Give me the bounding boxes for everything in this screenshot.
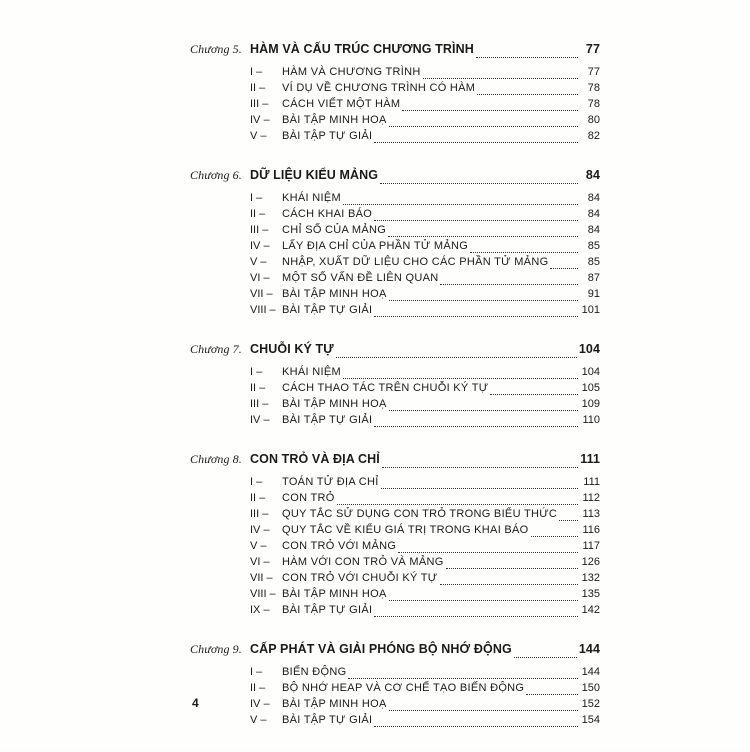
section-entry <box>250 698 600 714</box>
dot-leader <box>440 576 578 585</box>
section-number: III – <box>250 224 269 236</box>
section-page-number: 78 <box>587 82 600 94</box>
section-number: I – <box>250 66 263 78</box>
section-list <box>250 66 600 146</box>
dot-leader <box>514 647 577 658</box>
dot-leader <box>374 134 578 143</box>
chapter-label: Chương 9. <box>190 642 242 656</box>
section-page-number: 101 <box>581 304 600 316</box>
chapter-heading <box>190 342 600 362</box>
chapter-entry <box>190 452 600 620</box>
dot-leader <box>476 47 578 58</box>
section-entry <box>250 272 600 288</box>
section-title: MỘT SỐ VẤN ĐỀ LIÊN QUAN <box>282 272 439 284</box>
dot-leader <box>337 496 578 505</box>
section-page-number: 91 <box>587 288 600 300</box>
section-page-number: 150 <box>581 682 600 694</box>
section-title: BÀI TẬP TỰ GIẢI <box>282 604 373 616</box>
section-number: III – <box>250 98 269 110</box>
section-number: II – <box>250 492 266 504</box>
chapter-title: CHUỖI KÝ TỰ <box>250 342 334 356</box>
chapter-entry <box>190 168 600 320</box>
section-page-number: 77 <box>587 66 600 78</box>
section-entry <box>250 666 600 682</box>
dot-leader <box>531 528 578 537</box>
section-title: BÀI TẬP TỰ GIẢI <box>282 130 373 142</box>
section-entry <box>250 114 600 130</box>
dot-leader <box>374 718 578 727</box>
section-page-number: 109 <box>581 398 600 410</box>
section-number: V – <box>250 130 267 142</box>
dot-leader <box>398 544 578 553</box>
section-page-number: 135 <box>581 588 600 600</box>
section-page-number: 132 <box>581 572 600 584</box>
section-page-number: 84 <box>587 192 600 204</box>
dot-leader <box>374 212 578 221</box>
section-entry <box>250 208 600 224</box>
dot-leader <box>440 276 578 285</box>
section-list <box>250 366 600 430</box>
section-title: BIẾN ĐỘNG <box>282 666 347 678</box>
dot-leader <box>336 347 577 358</box>
section-number: I – <box>250 476 263 488</box>
section-entry <box>250 540 600 556</box>
section-title: BÀI TẬP MINH HOẠ <box>282 114 387 126</box>
section-title: KHÁI NIỆM <box>282 192 341 204</box>
section-page-number: 154 <box>581 714 600 726</box>
dot-leader <box>380 173 578 184</box>
section-entry <box>250 524 600 540</box>
chapter-page-number: 84 <box>585 168 600 182</box>
section-title: BỘ NHỚ HEAP VÀ CƠ CHẾ TẠO BIẾN ĐỘNG <box>282 682 525 694</box>
section-entry <box>250 98 600 114</box>
section-title: BÀI TẬP TỰ GIẢI <box>282 714 373 726</box>
dot-leader <box>477 86 578 95</box>
chapter-entry <box>190 342 600 430</box>
section-entry <box>250 256 600 272</box>
chapter-title: CON TRỎ VÀ ĐỊA CHỈ <box>250 452 380 466</box>
chapter-heading <box>190 642 600 662</box>
section-entry <box>250 476 600 492</box>
section-number: I – <box>250 366 263 378</box>
section-number: II – <box>250 82 266 94</box>
dot-leader <box>374 308 578 317</box>
section-title: BÀI TẬP MINH HOẠ <box>282 288 387 300</box>
section-title: HÀM VỚI CON TRỎ VÀ MẢNG <box>282 556 444 568</box>
table-of-contents <box>190 42 600 752</box>
section-title: BÀI TẬP MINH HOẠ <box>282 698 387 710</box>
section-page-number: 84 <box>587 208 600 220</box>
chapter-label: Chương 8. <box>190 452 242 466</box>
section-entry <box>250 224 600 240</box>
section-title: VÍ DỤ VỀ CHƯƠNG TRÌNH CÓ HÀM <box>282 82 476 94</box>
dot-leader <box>374 418 578 427</box>
section-entry <box>250 304 600 320</box>
dot-leader <box>446 560 578 569</box>
section-entry <box>250 240 600 256</box>
section-number: II – <box>250 382 266 394</box>
section-page-number: 110 <box>582 414 600 426</box>
section-entry <box>250 572 600 588</box>
dot-leader <box>389 702 578 711</box>
section-page-number: 87 <box>587 272 600 284</box>
section-number: VIII – <box>250 304 276 316</box>
section-title: BÀI TẬP MINH HOẠ <box>282 398 387 410</box>
section-page-number: 142 <box>581 604 600 616</box>
section-entry <box>250 508 600 524</box>
section-number: IV – <box>250 414 270 426</box>
section-entry <box>250 398 600 414</box>
section-page-number: 144 <box>581 666 600 678</box>
section-entry <box>250 604 600 620</box>
chapter-page-number: 77 <box>585 42 600 56</box>
dot-leader <box>389 402 578 411</box>
section-entry <box>250 82 600 98</box>
section-entry <box>250 588 600 604</box>
dot-leader <box>470 244 578 253</box>
chapter-label: Chương 7. <box>190 342 242 356</box>
section-number: VII – <box>250 572 273 584</box>
section-entry <box>250 366 600 382</box>
section-title: CÁCH VIẾT MỘT HÀM <box>282 98 401 110</box>
section-entry <box>250 288 600 304</box>
section-number: IV – <box>250 698 270 710</box>
chapter-label: Chương 6. <box>190 168 242 182</box>
page-number: 4 <box>192 696 199 710</box>
dot-leader <box>348 670 578 679</box>
section-page-number: 80 <box>587 114 600 126</box>
chapter-heading <box>190 168 600 188</box>
section-number: IX – <box>250 604 270 616</box>
chapter-page-number: 104 <box>578 342 600 356</box>
section-page-number: 116 <box>582 524 600 536</box>
dot-leader <box>389 592 578 601</box>
section-page-number: 82 <box>587 130 600 142</box>
section-title: TOÁN TỬ ĐỊA CHỈ <box>282 476 379 488</box>
section-entry <box>250 714 600 730</box>
section-entry <box>250 66 600 82</box>
section-list <box>250 666 600 730</box>
section-page-number: 117 <box>582 540 600 552</box>
section-entry <box>250 492 600 508</box>
section-number: V – <box>250 714 267 726</box>
section-page-number: 152 <box>581 698 600 710</box>
section-page-number: 104 <box>581 366 600 378</box>
dot-leader <box>382 457 578 468</box>
section-page-number: 78 <box>587 98 600 110</box>
section-title: CON TRỎ VỚI MẢNG <box>282 540 397 552</box>
dot-leader <box>389 118 578 127</box>
section-title: QUY TẮC SỬ DỤNG CON TRỎ TRONG BIỂU THỨC <box>282 508 558 520</box>
section-title: CON TRỎ <box>282 492 335 504</box>
section-number: II – <box>250 682 266 694</box>
dot-leader <box>381 480 578 489</box>
chapter-heading <box>190 42 600 62</box>
section-number: I – <box>250 192 263 204</box>
section-number: V – <box>250 256 267 268</box>
chapter-title: DỮ LIỆU KIỂU MẢNG <box>250 168 379 182</box>
section-page-number: 85 <box>587 240 600 252</box>
dot-leader <box>343 196 578 205</box>
section-title: CÁCH KHAI BÁO <box>282 208 373 220</box>
section-list <box>250 192 600 320</box>
section-entry <box>250 382 600 398</box>
section-number: VI – <box>250 272 270 284</box>
section-number: III – <box>250 508 269 520</box>
dot-leader <box>550 260 578 269</box>
section-page-number: 126 <box>581 556 600 568</box>
section-number: V – <box>250 540 267 552</box>
dot-leader <box>526 686 578 695</box>
section-number: II – <box>250 208 266 220</box>
section-number: IV – <box>250 114 270 126</box>
section-title: BÀI TẬP TỰ GIẢI <box>282 304 373 316</box>
section-title: BÀI TẬP MINH HOẠ <box>282 588 387 600</box>
section-list <box>250 476 600 620</box>
section-title: BÀI TẬP TỰ GIẢI <box>282 414 373 426</box>
chapter-entry <box>190 42 600 146</box>
dot-leader <box>559 512 578 521</box>
section-title: KHÁI NIỆM <box>282 366 341 378</box>
section-entry <box>250 682 600 698</box>
chapter-title: CẤP PHÁT VÀ GIẢI PHÓNG BỘ NHỚ ĐỘNG <box>250 642 512 656</box>
section-page-number: 111 <box>583 476 600 488</box>
section-title: NHẬP, XUẤT DỮ LIỆU CHO CÁC PHẦN TỬ MẢNG <box>282 256 549 268</box>
dot-leader <box>423 70 578 79</box>
section-number: III – <box>250 398 269 410</box>
section-number: VI – <box>250 556 270 568</box>
section-number: IV – <box>250 240 270 252</box>
dot-leader <box>388 228 578 237</box>
section-page-number: 112 <box>582 492 600 504</box>
chapter-title: HÀM VÀ CẤU TRÚC CHƯƠNG TRÌNH <box>250 42 474 56</box>
dot-leader <box>374 608 578 617</box>
chapter-page-number: 144 <box>578 642 600 656</box>
section-number: VII – <box>250 288 273 300</box>
dot-leader <box>490 386 578 395</box>
section-entry <box>250 130 600 146</box>
section-title: QUY TẮC VỀ KIỂU GIÁ TRỊ TRONG KHAI BÁO <box>282 524 529 536</box>
section-title: LẤY ĐỊA CHỈ CỦA PHẦN TỬ MẢNG <box>282 240 469 252</box>
chapter-entry <box>190 642 600 730</box>
dot-leader <box>389 292 578 301</box>
section-page-number: 84 <box>587 224 600 236</box>
dot-leader <box>343 370 578 379</box>
section-entry <box>250 556 600 572</box>
section-number: IV – <box>250 524 270 536</box>
section-page-number: 113 <box>582 508 600 520</box>
section-title: CÁCH THAO TÁC TRÊN CHUỖI KÝ TỰ <box>282 382 489 394</box>
section-number: VIII – <box>250 588 276 600</box>
section-entry <box>250 192 600 208</box>
section-entry <box>250 414 600 430</box>
section-page-number: 105 <box>581 382 600 394</box>
chapter-page-number: 111 <box>580 452 600 466</box>
section-title: HÀM VÀ CHƯƠNG TRÌNH <box>282 66 421 78</box>
dot-leader <box>402 102 578 111</box>
chapter-heading <box>190 452 600 472</box>
section-title: CHỈ SỐ CỦA MẢNG <box>282 224 387 236</box>
chapter-label: Chương 5. <box>190 42 242 56</box>
section-title: CON TRỎ VỚI CHUỖI KÝ TỰ <box>282 572 438 584</box>
section-page-number: 85 <box>587 256 600 268</box>
section-number: I – <box>250 666 263 678</box>
